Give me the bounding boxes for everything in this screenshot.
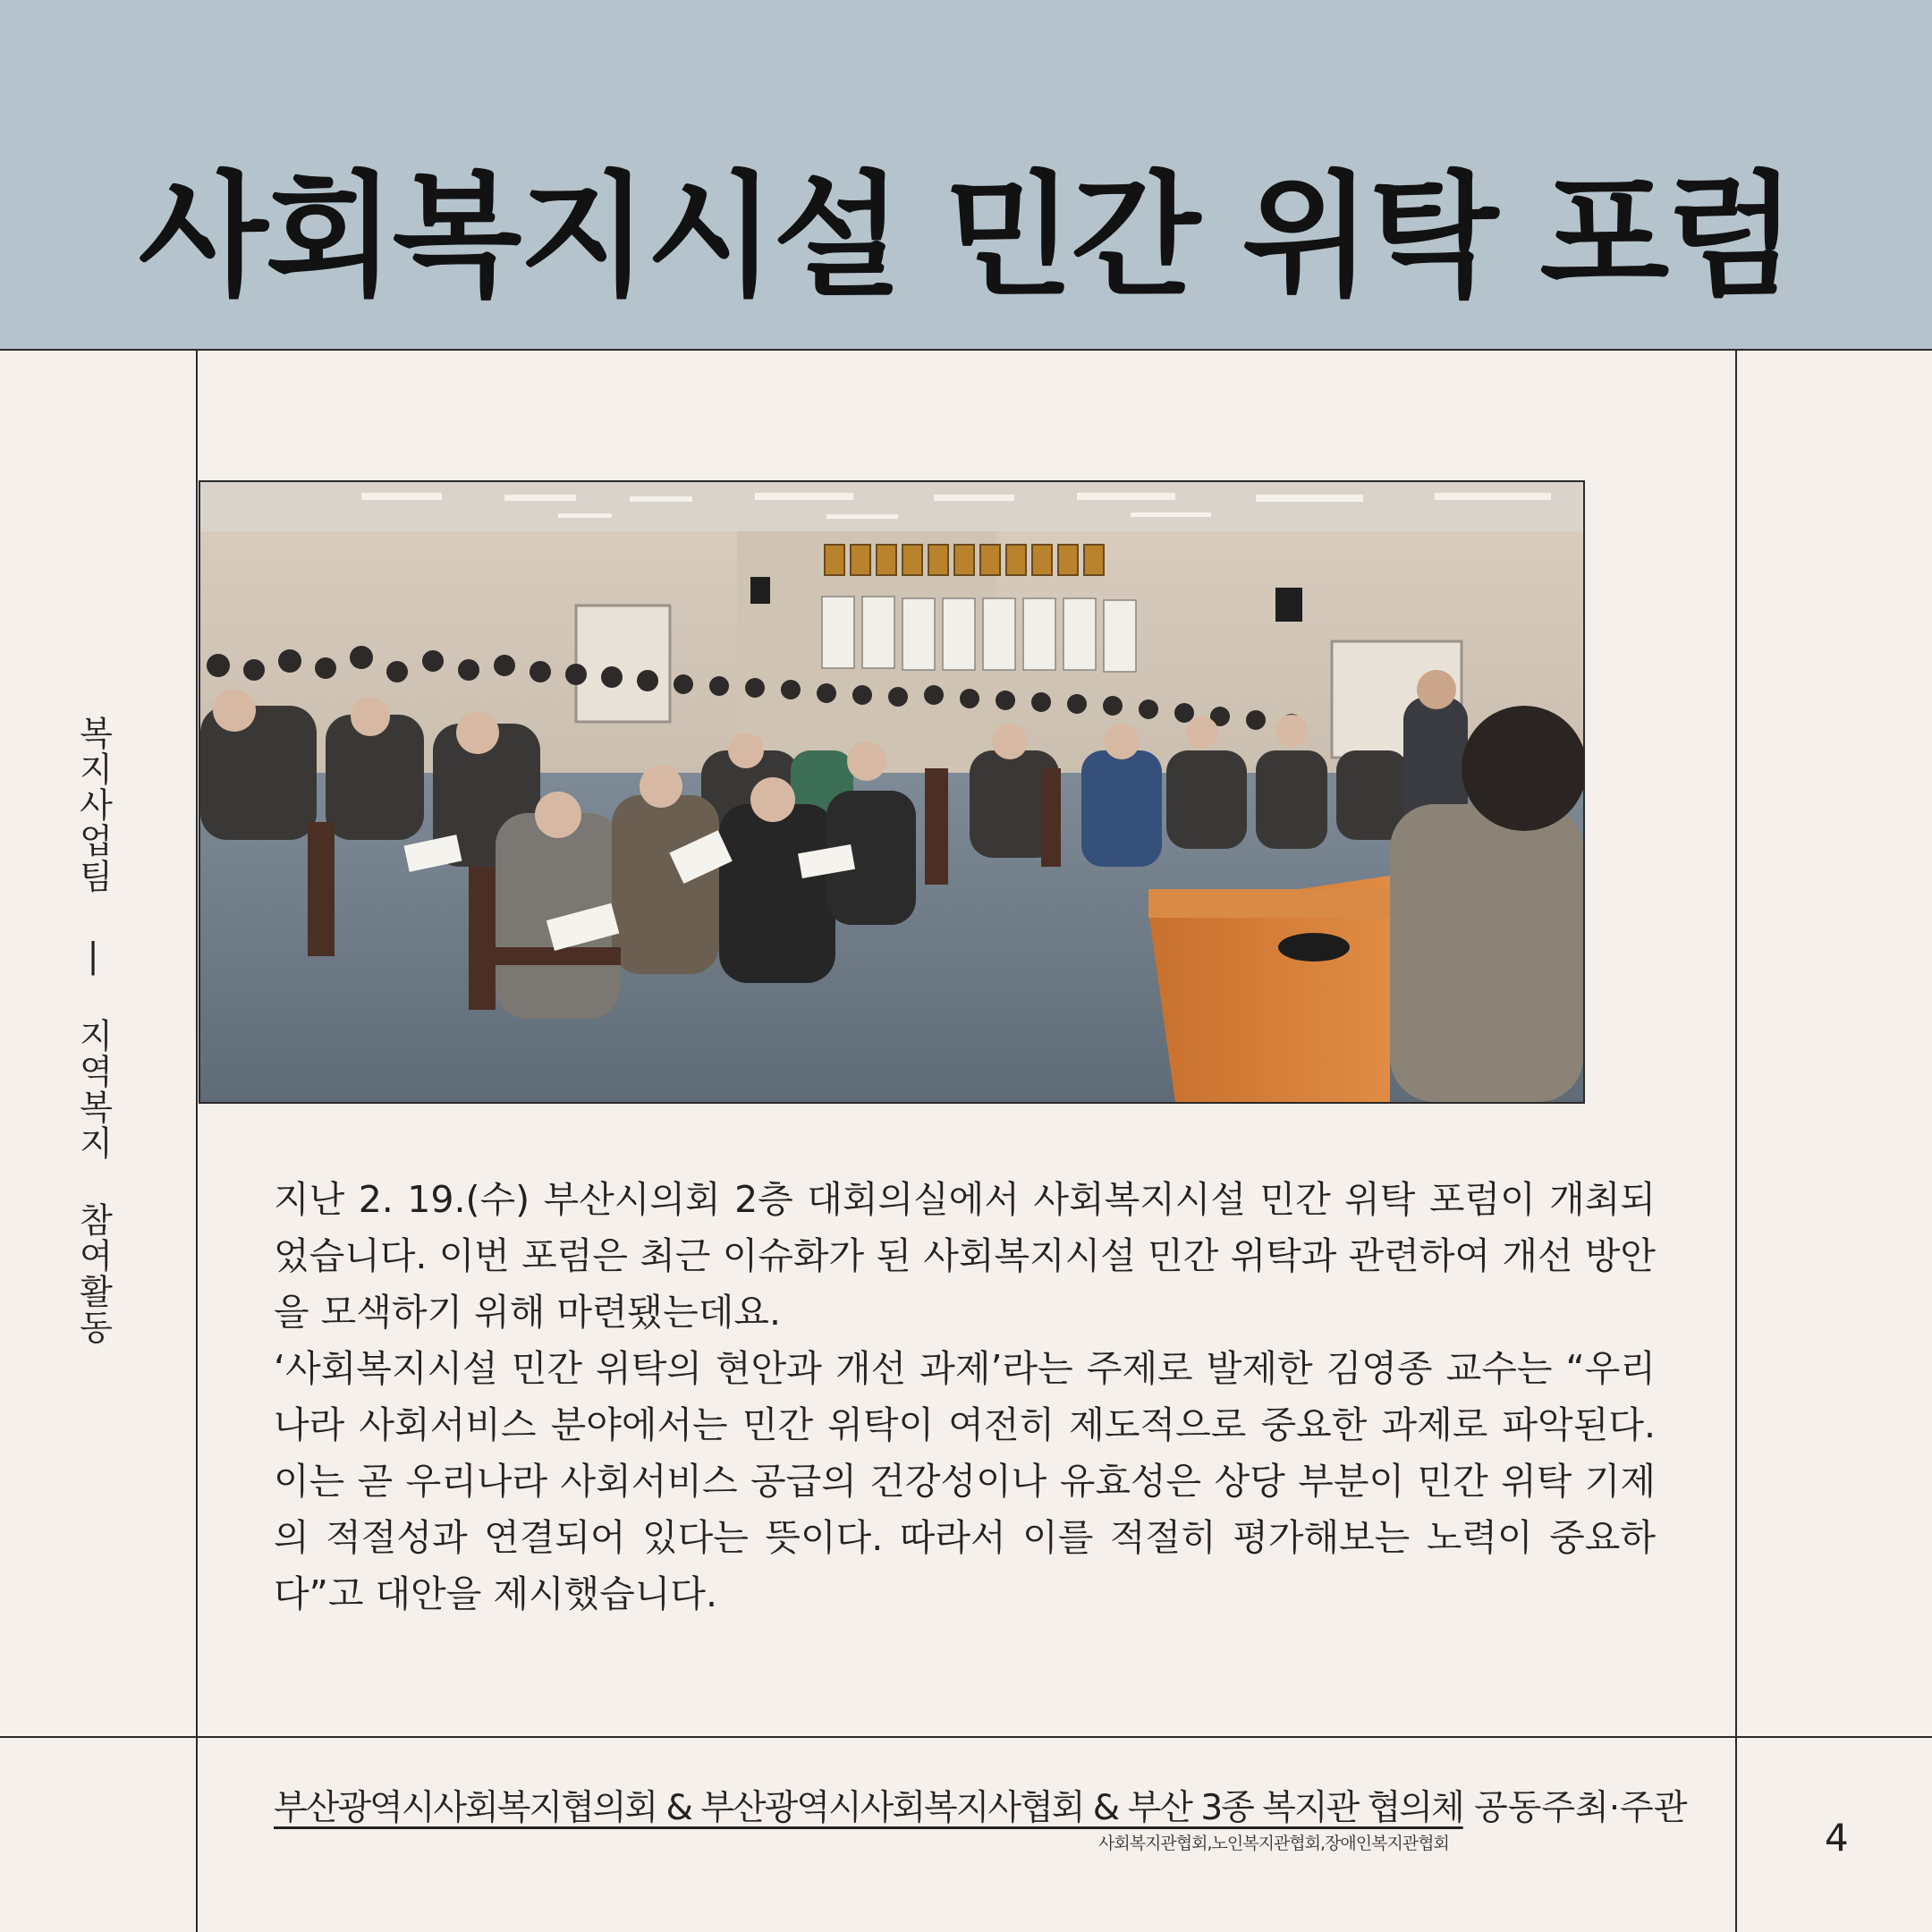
side-category-label: 복지사업팀 | 지역복지 참여활동 xyxy=(73,716,113,1345)
organizer-names: 부산광역시사회복지협의회 & 부산광역시사회복지사협회 & 부산 3종 복지관 협의체 xyxy=(274,1788,1463,1828)
organizers-line xyxy=(274,1780,1688,1830)
forum-photo xyxy=(199,480,1585,1104)
forum-audience-photo-icon xyxy=(200,482,1583,1102)
article-paragraph: ‘사회복지시설 민간 위탁의 현안과 개선 과제’라는 주제로 발제한 김영종 교수는 “우리나라 사회서비스 분야에서는 민간 위탁이 여전히 제도적으로 중요한 과제로 파악된다. 이는 곧 우리나라 사회서비스 공급의 건강성이나 유효성은 상당 부분이 민간 위탁 기제의 적절성과 연결되어 있다는 뜻이다. 따라서 이를 적절히 평가해보는 노력이 중요하다”고 대안을 제시했습니다. xyxy=(274,1347,1656,1615)
member-associations: 사회복지관협회,노인복지관협회,장애인복지관협회 xyxy=(1098,1834,1449,1853)
page-number: 4 xyxy=(1825,1816,1849,1860)
organizer-role: 공동주최·주관 xyxy=(1474,1788,1688,1828)
top-divider xyxy=(0,349,1932,351)
article-body xyxy=(274,1172,1656,1623)
bottom-divider xyxy=(0,1736,1932,1738)
left-column-divider xyxy=(196,351,198,1932)
right-column-divider xyxy=(1735,351,1737,1932)
page-title: 사회복지시설 민간 위탁 포럼 xyxy=(138,159,1794,315)
article-paragraph: 지난 2. 19.(수) 부산시의회 2층 대회의실에서 사회복지시설 민간 위탁 포럼이 개최되었습니다. 이번 포럼은 최근 이슈화가 된 사회복지시설 민간 위탁과 관련하여 개선 방안을 모색하기 위해 마련됐는데요. xyxy=(274,1178,1656,1334)
